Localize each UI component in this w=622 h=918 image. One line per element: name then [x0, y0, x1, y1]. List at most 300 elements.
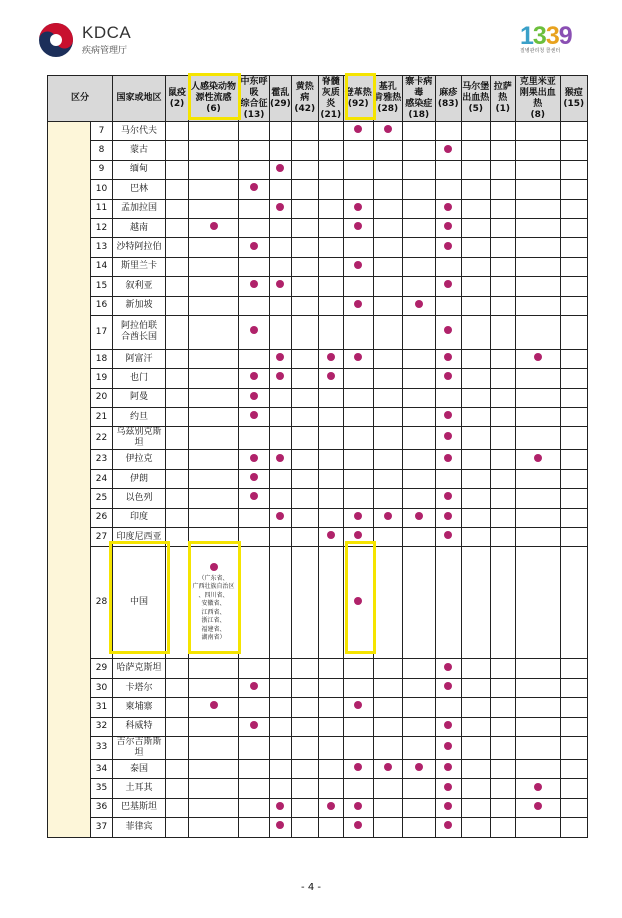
cell-measles	[435, 141, 461, 160]
cell-yellow	[291, 659, 318, 678]
cell-lassa	[490, 798, 515, 817]
cell-zika	[373, 698, 402, 717]
cell-zikv	[402, 547, 435, 659]
presence-dot-icon	[444, 531, 452, 539]
cell-lassa	[490, 779, 515, 798]
cell-cholera	[270, 736, 292, 759]
cell-dengue	[343, 427, 373, 450]
cell-marburg	[461, 315, 490, 349]
cell-cchf	[515, 349, 560, 368]
cell-zikv	[402, 369, 435, 388]
presence-dot-icon	[444, 802, 452, 810]
cell-malaria	[560, 408, 587, 427]
table-row	[48, 427, 588, 450]
row-number: 35	[91, 779, 113, 798]
cell-cchf	[515, 547, 560, 659]
table-row	[48, 508, 588, 527]
header-mers: 中东呼吸 综合征 (13)	[240, 76, 268, 120]
cell-polio	[318, 160, 343, 179]
country-name: 乌兹别克斯坦	[113, 427, 166, 450]
cell-zika	[373, 238, 402, 257]
presence-dot-icon	[250, 280, 258, 288]
cell-marburg	[461, 798, 490, 817]
cell-dengue	[343, 388, 373, 407]
cell-polio	[318, 122, 343, 141]
cell-measles	[435, 160, 461, 179]
cell-measles	[435, 315, 461, 349]
cell-avian	[189, 508, 239, 527]
presence-dot-icon	[354, 261, 362, 269]
cell-yellow	[291, 122, 318, 141]
presence-dot-icon	[444, 326, 452, 334]
presence-dot-icon	[444, 353, 452, 361]
cell-cholera	[270, 547, 292, 659]
cell-yellow	[291, 678, 318, 697]
cell-yellow	[291, 759, 318, 778]
cell-cholera	[270, 678, 292, 697]
presence-dot-icon	[250, 454, 258, 462]
row-number: 27	[91, 528, 113, 547]
cell-cholera	[270, 296, 292, 315]
presence-dot-icon	[534, 454, 542, 462]
cell-dengue	[343, 199, 373, 218]
cell-zika	[373, 408, 402, 427]
cell-cholera	[270, 257, 292, 276]
cell-marburg	[461, 717, 490, 736]
cell-marburg	[461, 349, 490, 368]
presence-dot-icon	[276, 280, 284, 288]
cell-polio	[318, 759, 343, 778]
cell-plague	[166, 218, 189, 237]
cell-lassa	[490, 257, 515, 276]
cell-polio	[318, 678, 343, 697]
row-number: 36	[91, 798, 113, 817]
presence-dot-icon	[276, 353, 284, 361]
row-number: 16	[91, 296, 113, 315]
cell-lassa	[490, 450, 515, 469]
table-row	[48, 798, 588, 817]
row-number: 29	[91, 659, 113, 678]
cell-mers	[239, 818, 270, 837]
cell-marburg	[461, 408, 490, 427]
cell-measles	[435, 218, 461, 237]
presence-dot-icon	[276, 164, 284, 172]
cell-dengue	[343, 818, 373, 837]
cell-marburg	[461, 698, 490, 717]
presence-dot-icon	[354, 300, 362, 308]
cell-malaria	[560, 122, 587, 141]
cell-cchf	[515, 427, 560, 450]
row-number: 22	[91, 427, 113, 450]
cell-dengue	[343, 122, 373, 141]
cell-cchf	[515, 678, 560, 697]
cell-polio	[318, 736, 343, 759]
cell-cchf	[515, 508, 560, 527]
cell-lassa	[490, 349, 515, 368]
row-number: 7	[91, 122, 113, 141]
cell-zika	[373, 141, 402, 160]
cell-zika	[373, 296, 402, 315]
cell-marburg	[461, 199, 490, 218]
cell-yellow	[291, 238, 318, 257]
cell-avian	[189, 736, 239, 759]
country-name: 阿富汗	[113, 349, 166, 368]
cell-polio	[318, 369, 343, 388]
cell-zikv	[402, 798, 435, 817]
cell-zikv	[402, 698, 435, 717]
cell-zika	[373, 528, 402, 547]
cell-measles	[435, 659, 461, 678]
header-malaria: 猴痘 (15)	[560, 76, 587, 122]
presence-dot-icon	[354, 763, 362, 771]
cell-zikv	[402, 489, 435, 508]
cell-dengue	[343, 489, 373, 508]
row-number: 11	[91, 199, 113, 218]
cell-plague	[166, 277, 189, 296]
country-name: 斯里兰卡	[113, 257, 166, 276]
header-region: 区分	[48, 76, 113, 122]
presence-dot-icon	[276, 512, 284, 520]
cell-dengue	[343, 160, 373, 179]
row-number: 10	[91, 180, 113, 199]
cell-dengue	[343, 369, 373, 388]
cell-polio	[318, 180, 343, 199]
cell-cchf	[515, 388, 560, 407]
cell-plague	[166, 678, 189, 697]
cell-cchf	[515, 218, 560, 237]
cell-yellow	[291, 818, 318, 837]
country-name: 沙特阿拉伯	[113, 238, 166, 257]
cell-cchf	[515, 296, 560, 315]
cell-measles	[435, 698, 461, 717]
cell-malaria	[560, 277, 587, 296]
cell-dengue	[343, 238, 373, 257]
cell-yellow	[291, 779, 318, 798]
country-name: 约旦	[113, 408, 166, 427]
cell-malaria	[560, 369, 587, 388]
cell-mers	[239, 122, 270, 141]
hotline-digit-3: 3	[545, 22, 559, 50]
cell-plague	[166, 180, 189, 199]
cell-zikv	[402, 818, 435, 837]
cell-zikv	[402, 160, 435, 179]
cell-cchf	[515, 469, 560, 488]
hotline-subtitle: 질병관리청 콜센터	[520, 48, 561, 54]
kdca-logo	[38, 22, 198, 62]
cell-malaria	[560, 736, 587, 759]
cell-avian	[189, 296, 239, 315]
cell-measles	[435, 798, 461, 817]
cell-malaria	[560, 528, 587, 547]
cell-plague	[166, 450, 189, 469]
cell-cholera	[270, 779, 292, 798]
table-row	[48, 388, 588, 407]
cell-polio	[318, 489, 343, 508]
cell-yellow	[291, 489, 318, 508]
cell-avian	[189, 349, 239, 368]
cell-cholera	[270, 717, 292, 736]
cell-polio	[318, 257, 343, 276]
cell-lassa	[490, 369, 515, 388]
cell-cholera	[270, 160, 292, 179]
cell-lassa	[490, 180, 515, 199]
cell-lassa	[490, 469, 515, 488]
cell-polio	[318, 296, 343, 315]
cell-polio	[318, 238, 343, 257]
cell-cholera	[270, 388, 292, 407]
presence-dot-icon	[534, 802, 542, 810]
cell-malaria	[560, 238, 587, 257]
cell-cholera	[270, 528, 292, 547]
cell-malaria	[560, 180, 587, 199]
cell-zika	[373, 277, 402, 296]
presence-dot-icon	[444, 783, 452, 791]
cell-malaria	[560, 489, 587, 508]
cell-marburg	[461, 160, 490, 179]
table-row	[48, 180, 588, 199]
cell-marburg	[461, 528, 490, 547]
cell-cchf	[515, 818, 560, 837]
cell-malaria	[560, 508, 587, 527]
country-name: 以色列	[113, 489, 166, 508]
cell-avian	[189, 315, 239, 349]
table-row	[48, 408, 588, 427]
presence-dot-icon	[444, 411, 452, 419]
cell-zika	[373, 759, 402, 778]
cell-yellow	[291, 218, 318, 237]
cell-plague	[166, 257, 189, 276]
cell-measles	[435, 717, 461, 736]
cell-avian	[189, 388, 239, 407]
cell-lassa	[490, 160, 515, 179]
cell-zika	[373, 779, 402, 798]
cell-dengue	[343, 141, 373, 160]
cell-lassa	[490, 698, 515, 717]
cell-mers	[239, 798, 270, 817]
presence-dot-icon	[276, 802, 284, 810]
cell-avian	[189, 238, 239, 257]
disease-country-table	[47, 75, 588, 838]
cell-measles	[435, 408, 461, 427]
country-name: 伊朗	[113, 469, 166, 488]
cell-plague	[166, 369, 189, 388]
highlight-china-country	[109, 541, 170, 654]
cell-zika	[373, 427, 402, 450]
cell-lassa	[490, 508, 515, 527]
cell-avian	[189, 489, 239, 508]
presence-dot-icon	[444, 432, 452, 440]
cell-yellow	[291, 698, 318, 717]
cell-dengue	[343, 257, 373, 276]
cell-lassa	[490, 717, 515, 736]
presence-dot-icon	[327, 372, 335, 380]
cell-yellow	[291, 388, 318, 407]
cell-marburg	[461, 141, 490, 160]
row-number: 30	[91, 678, 113, 697]
row-number: 18	[91, 349, 113, 368]
cell-lassa	[490, 659, 515, 678]
cell-zika	[373, 678, 402, 697]
cell-plague	[166, 759, 189, 778]
cell-lassa	[490, 388, 515, 407]
cell-polio	[318, 388, 343, 407]
cell-marburg	[461, 469, 490, 488]
page-number: - 4 -	[301, 882, 321, 893]
cell-avian	[189, 779, 239, 798]
cell-marburg	[461, 369, 490, 388]
cell-mers	[239, 408, 270, 427]
highlight-china-avian	[188, 541, 241, 654]
cell-malaria	[560, 759, 587, 778]
cell-cchf	[515, 199, 560, 218]
cell-yellow	[291, 427, 318, 450]
presence-dot-icon	[384, 763, 392, 771]
row-number: 20	[91, 388, 113, 407]
header-polio: 脊髓 灰质炎 (21)	[318, 76, 343, 122]
logo-subtitle: 疾病管理厅	[82, 46, 128, 56]
cell-plague	[166, 427, 189, 450]
presence-dot-icon	[444, 763, 452, 771]
presence-dot-icon	[354, 222, 362, 230]
table-row	[48, 277, 588, 296]
cell-measles	[435, 528, 461, 547]
presence-dot-icon	[444, 512, 452, 520]
cell-plague	[166, 141, 189, 160]
cell-malaria	[560, 818, 587, 837]
cell-cholera	[270, 369, 292, 388]
header-zikv: 寨卡病毒 感染症 (18)	[402, 76, 435, 122]
row-number: 25	[91, 489, 113, 508]
cell-yellow	[291, 296, 318, 315]
presence-dot-icon	[444, 663, 452, 671]
cell-cchf	[515, 160, 560, 179]
cell-zikv	[402, 759, 435, 778]
cell-measles	[435, 678, 461, 697]
cell-polio	[318, 698, 343, 717]
cell-measles	[435, 277, 461, 296]
cell-marburg	[461, 277, 490, 296]
presence-dot-icon	[444, 203, 452, 211]
cell-yellow	[291, 508, 318, 527]
cell-plague	[166, 296, 189, 315]
cell-mers	[239, 160, 270, 179]
cell-yellow	[291, 257, 318, 276]
cell-cchf	[515, 489, 560, 508]
presence-dot-icon	[534, 353, 542, 361]
cell-yellow	[291, 717, 318, 736]
cell-yellow	[291, 277, 318, 296]
cell-dengue	[343, 698, 373, 717]
cell-marburg	[461, 257, 490, 276]
cell-polio	[318, 798, 343, 817]
cell-yellow	[291, 199, 318, 218]
cell-zikv	[402, 349, 435, 368]
cell-dengue	[343, 180, 373, 199]
cell-cholera	[270, 315, 292, 349]
cell-avian	[189, 427, 239, 450]
cell-malaria	[560, 218, 587, 237]
header-cchf: 克里米亚 刚果出血热 (8)	[515, 76, 560, 122]
presence-dot-icon	[327, 531, 335, 539]
cell-plague	[166, 698, 189, 717]
cell-yellow	[291, 141, 318, 160]
cell-yellow	[291, 160, 318, 179]
cell-cholera	[270, 408, 292, 427]
cell-dengue	[343, 717, 373, 736]
row-number: 32	[91, 717, 113, 736]
cell-zikv	[402, 296, 435, 315]
cell-zikv	[402, 469, 435, 488]
cell-malaria	[560, 469, 587, 488]
cell-cholera	[270, 199, 292, 218]
cell-mers	[239, 180, 270, 199]
table-row	[48, 818, 588, 837]
cell-polio	[318, 218, 343, 237]
china-province-note: （广东省、 广西壮族自治区 、四川省、 安徽省、 江西省、 浙江省、 福建省、 湖南省）	[192, 574, 235, 642]
cell-plague	[166, 508, 189, 527]
cell-avian	[189, 199, 239, 218]
country-name: 也门	[113, 369, 166, 388]
cell-lassa	[490, 427, 515, 450]
cell-polio	[318, 427, 343, 450]
cell-zika	[373, 818, 402, 837]
row-number: 13	[91, 238, 113, 257]
cell-cholera	[270, 759, 292, 778]
cell-cchf	[515, 779, 560, 798]
table-header-row	[48, 76, 588, 122]
hotline-badge	[520, 22, 590, 64]
country-name: 孟加拉国	[113, 199, 166, 218]
cell-mers	[239, 238, 270, 257]
cell-zikv	[402, 508, 435, 527]
country-name: 阿曼	[113, 388, 166, 407]
presence-dot-icon	[327, 353, 335, 361]
cell-zika	[373, 180, 402, 199]
cell-zikv	[402, 218, 435, 237]
cell-polio	[318, 450, 343, 469]
cell-measles	[435, 122, 461, 141]
cell-marburg	[461, 489, 490, 508]
cell-zika	[373, 199, 402, 218]
header-cholera: 霍乱 (29)	[270, 76, 292, 122]
cell-mers	[239, 277, 270, 296]
hotline-digit-1: 1	[520, 22, 533, 50]
cell-marburg	[461, 122, 490, 141]
kdca-emblem-icon	[38, 22, 74, 58]
cell-mers	[239, 199, 270, 218]
cell-yellow	[291, 369, 318, 388]
presence-dot-icon	[327, 802, 335, 810]
cell-measles	[435, 469, 461, 488]
cell-plague	[166, 199, 189, 218]
cell-malaria	[560, 659, 587, 678]
cell-zika	[373, 122, 402, 141]
header-avian: 人感染动物 源性流感 (6)	[189, 76, 239, 122]
cell-mers	[239, 218, 270, 237]
highlight-dengue-header	[345, 73, 376, 120]
cell-zikv	[402, 238, 435, 257]
cell-yellow	[291, 408, 318, 427]
cell-dengue	[343, 450, 373, 469]
row-number: 34	[91, 759, 113, 778]
country-name: 柬埔寨	[113, 698, 166, 717]
cell-malaria	[560, 199, 587, 218]
cell-cchf	[515, 257, 560, 276]
cell-plague	[166, 489, 189, 508]
cell-marburg	[461, 818, 490, 837]
presence-dot-icon	[354, 353, 362, 361]
cell-mers	[239, 427, 270, 450]
